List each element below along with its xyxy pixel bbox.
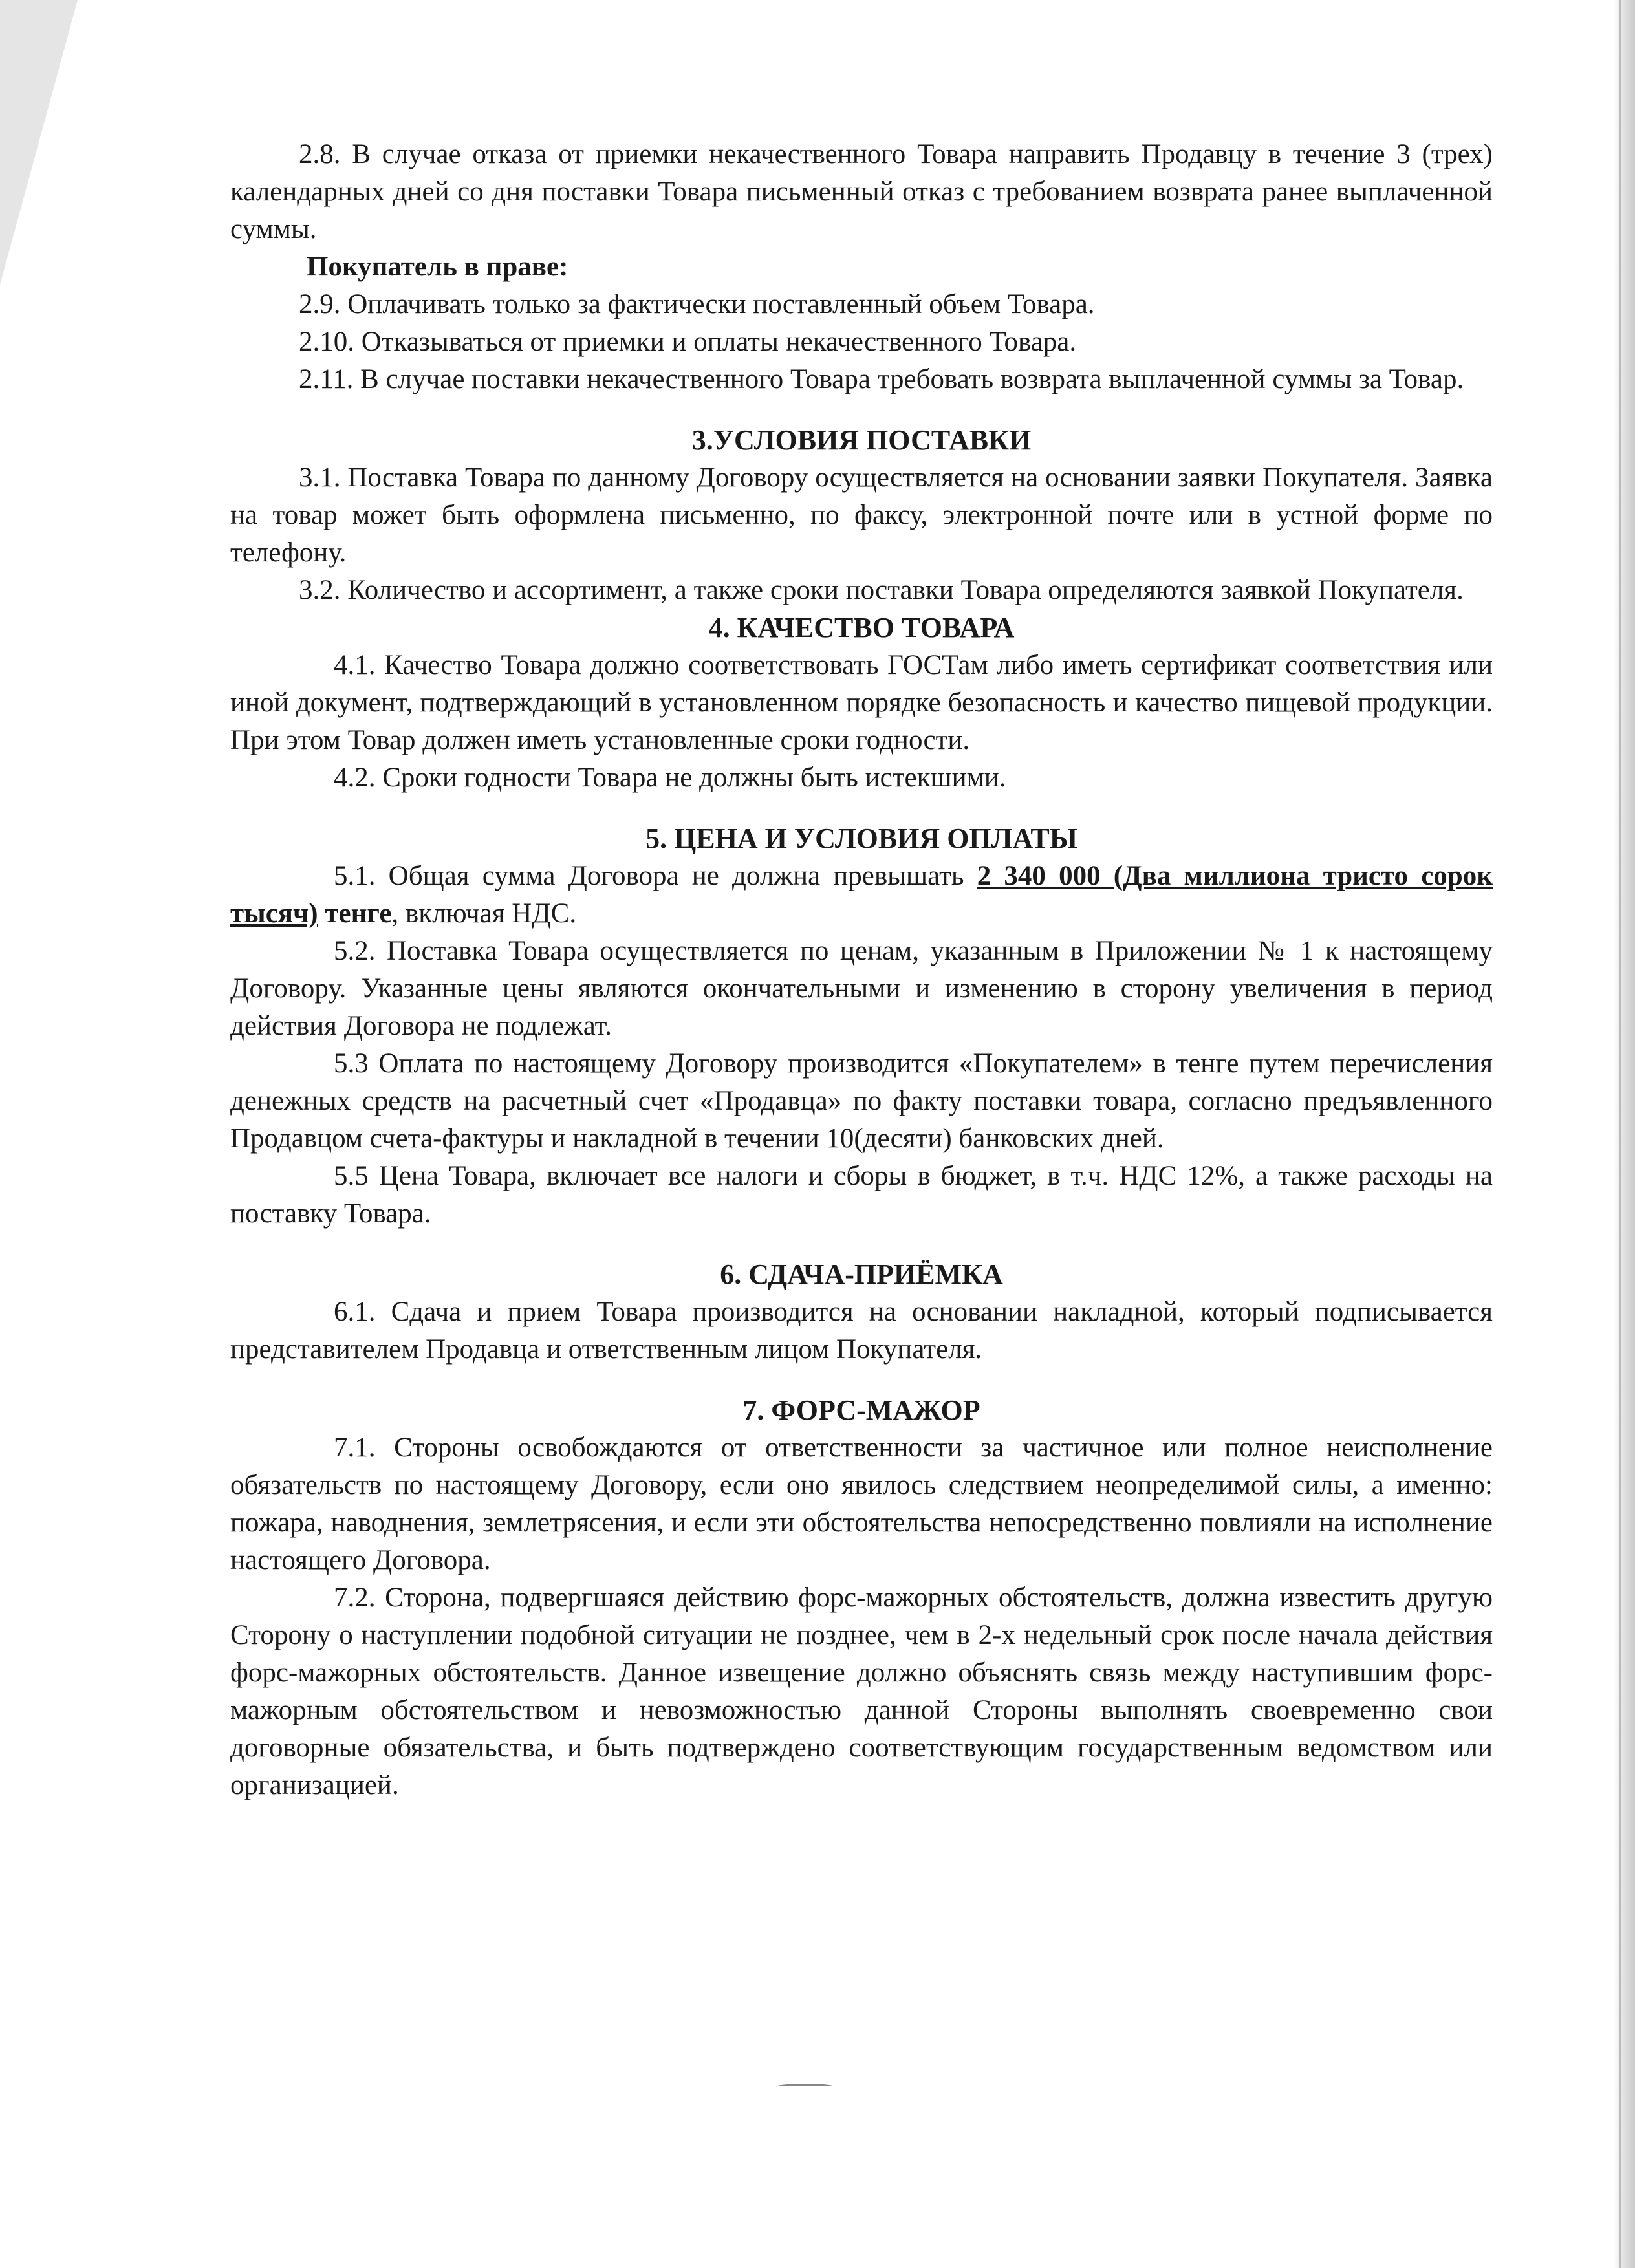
clause-7-1: 7.1. Стороны освобождаются от ответственности за частичное или полное неисполнение обязательств по настоящему Договору, если оно явилось следствием неопределимой силы, а именно: пожара, наводнения, землетрясения, и если эти обстоятельства непосредственно повлияли на исполнение настоящего Договора. <box>230 1432 1493 1575</box>
clause-2-9: 2.9. Оплачивать только за фактически поставленный объем Товара. <box>299 289 1095 319</box>
section-7-heading: 7. ФОРС-МАЖОР <box>742 1394 980 1426</box>
clause-6-1: 6.1. Сдача и прием Товара производится на основании накладной, который подписывается представителем Продавца и ответственным лицом Покупателя. <box>230 1297 1493 1365</box>
clause-5-1 <box>230 858 1493 933</box>
section-5-heading: 5. ЦЕНА И УСЛОВИЯ ОПЛАТЫ <box>645 823 1077 854</box>
section-4-heading: 4. КАЧЕСТВО ТОВАРА <box>708 612 1015 643</box>
clause-5-1-tail: , включая НДС. <box>391 898 577 929</box>
clause-5-2: 5.2. Поставка Товара осуществляется по ценам, указанным в Приложении № 1 к настоящему Договору. Указанные цены являются окончательными и изменению в сторону увеличения в период действия Договора не подлежат. <box>230 936 1493 1041</box>
clause-5-1-text: 5.1. Общая сумма Договора не должна превышать <box>334 861 977 891</box>
clause-4-2: 4.2. Сроки годности Товара не должны быть истекшими. <box>334 762 1006 793</box>
clause-3-1: 3.1. Поставка Товара по данному Договору осуществляется на основании заявки Покупателя. Заявка на товар может быть оформлена письменно, по факсу, электронной почте или в устной форме по телефону. <box>230 462 1493 568</box>
scan-mark <box>776 2084 834 2090</box>
clause-2-11: 2.11. В случае поставки некачественного Товара требовать возврата выплаченной суммы за Товар. <box>299 364 1464 394</box>
scan-shadow-edge <box>1613 0 1635 2268</box>
clause-2-8: 2.8. В случае отказа от приемки некачественного Товара направить Продавцу в течение 3 (трех) календарных дней со дня поставки Товара письменный отказ с требованием возврата ранее выплаченной суммы. <box>230 139 1493 244</box>
clause-2-10: 2.10. Отказываться от приемки и оплаты некачественного Товара. <box>299 327 1077 357</box>
currency-label: тенге <box>318 898 392 929</box>
scan-edge-line <box>1619 0 1621 2268</box>
contract-amount: 2 340 000 (Два миллиона тристо сорок тысяч) <box>230 861 1493 929</box>
buyer-rights-heading: Покупатель в праве: <box>307 252 568 282</box>
section-6-heading: 6. СДАЧА-ПРИЁМКА <box>720 1258 1003 1290</box>
clause-3-2: 3.2. Количество и ассортимент, а также сроки поставки Товара определяются заявкой Покупателя. <box>299 575 1464 605</box>
clause-5-5: 5.5 Цена Товара, включает все налоги и сборы в бюджет, в т.ч. НДС 12%, а также расходы на поставку Товара. <box>230 1161 1493 1229</box>
section-3-heading: 3.УСЛОВИЯ ПОСТАВКИ <box>691 424 1032 456</box>
clause-4-1: 4.1. Качество Товара должно соответствовать ГОСТам либо иметь сертификат соответствия или иной документ, подтверждающий в установленном порядке безопасность и качество пищевой продукции. При этом Товар должен иметь установленные сроки годности. <box>230 650 1493 755</box>
contract-page <box>230 136 1493 1804</box>
scan-shadow-corner <box>0 0 78 285</box>
clause-7-2: 7.2. Сторона, подвергшаяся действию форс-мажорных обстоятельств, должна известить другую Сторону о наступлении подобной ситуации не позднее, чем в 2-х недельный срок после начала действия форс-мажорных обстоятельств. Данное извещение должно объяснять связь между наступившим форс-мажорным обстоятельством и невозможностью данной Стороны выполнять своевременно свои договорные обязательства, и быть подтверждено соответствующим государственным ведомством или организацией. <box>230 1582 1493 1800</box>
clause-5-3: 5.3 Оплата по настоящему Договору производится «Покупателем» в тенге путем перечисления денежных средств на расчетный счет «Продавца» по факту поставки товара, согласно предъявленного Продавцом счета-фактуры и накладной в течении 10(десяти) банковских дней. <box>230 1048 1493 1154</box>
